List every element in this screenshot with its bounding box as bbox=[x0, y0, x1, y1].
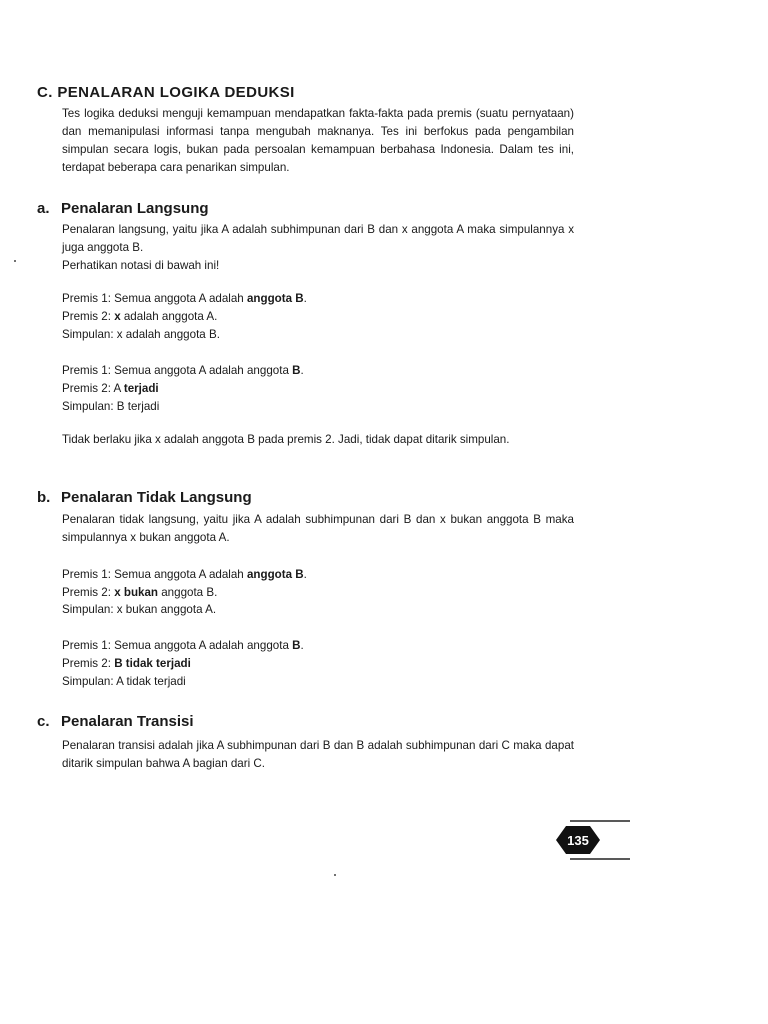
example-b1-conclusion: Simpulan: x bukan anggota A. bbox=[62, 603, 217, 616]
example-a1-premise-1: Premis 1: Semua anggota A adalah anggota B. bbox=[62, 292, 307, 305]
subsection-c-letter: c. bbox=[37, 713, 50, 730]
subsection-b-letter: b. bbox=[37, 489, 51, 506]
subsection-a-letter: a. bbox=[37, 200, 50, 217]
example-b2-premise-2: Premis 2: B tidak terjadi bbox=[62, 657, 191, 670]
subsection-c-description: Penalaran transisi adalah jika A subhimpunan dari B dan B adalah subhimpunan dari C maka dapat ditarik simpulan bahwa A bagian dari C. bbox=[62, 739, 574, 770]
subsection-b-description: Penalaran tidak langsung, yaitu jika A adalah subhimpunan dari B dan x bukan anggota B maka simpulannya x bukan anggota A. bbox=[62, 513, 574, 544]
subsection-a-note: Perhatikan notasi di bawah ini! bbox=[62, 259, 220, 272]
example-a1-premise-2: Premis 2: x adalah anggota A. bbox=[62, 310, 218, 323]
example-b2-conclusion: Simpulan: A tidak terjadi bbox=[62, 675, 186, 688]
subsection-a-heading bbox=[37, 200, 209, 217]
page-number: 135 bbox=[567, 833, 589, 848]
subsection-a-description: Penalaran langsung, yaitu jika A adalah subhimpunan dari B dan x anggota A maka simpulannya x juga anggota B. bbox=[62, 223, 574, 254]
example-b1-premise-1: Premis 1: Semua anggota A adalah anggota B. bbox=[62, 568, 307, 581]
scan-speck bbox=[14, 260, 16, 262]
section-title: C. PENALARAN LOGIKA DEDUKSI bbox=[37, 84, 295, 101]
subsection-c-heading bbox=[37, 713, 194, 730]
subsection-a-title: Penalaran Langsung bbox=[61, 200, 209, 217]
section-intro: Tes logika deduksi menguji kemampuan mendapatkan fakta-fakta pada premis (suatu pernyataan) dan memanipulasi informasi tanpa mengubah maknanya. Tes ini berfokus pada pengambilan simpulan secara logis, bukan pada persoalan kemampuan berbahasa Indonesia. Dalam tes ini, terdapat beberapa cara penarikan simpulan. bbox=[62, 107, 574, 174]
example-a1-conclusion: Simpulan: x adalah anggota B. bbox=[62, 328, 220, 341]
scan-speck bbox=[334, 874, 336, 876]
example-b1-premise-2: Premis 2: x bukan anggota B. bbox=[62, 586, 218, 599]
example-b2-premise-1: Premis 1: Semua anggota A adalah anggota B. bbox=[62, 639, 304, 652]
subsection-a-closing: Tidak berlaku jika x adalah anggota B pada premis 2. Jadi, tidak dapat ditarik simpulan. bbox=[62, 433, 510, 446]
example-a2-conclusion: Simpulan: B terjadi bbox=[62, 400, 160, 413]
subsection-b-title: Penalaran Tidak Langsung bbox=[61, 489, 252, 506]
example-a2-premise-2: Premis 2: A terjadi bbox=[62, 382, 159, 395]
subsection-b-heading bbox=[37, 489, 252, 506]
example-a2-premise-1: Premis 1: Semua anggota A adalah anggota B. bbox=[62, 364, 304, 377]
subsection-c-title: Penalaran Transisi bbox=[61, 713, 194, 730]
page-number-badge bbox=[552, 818, 632, 864]
